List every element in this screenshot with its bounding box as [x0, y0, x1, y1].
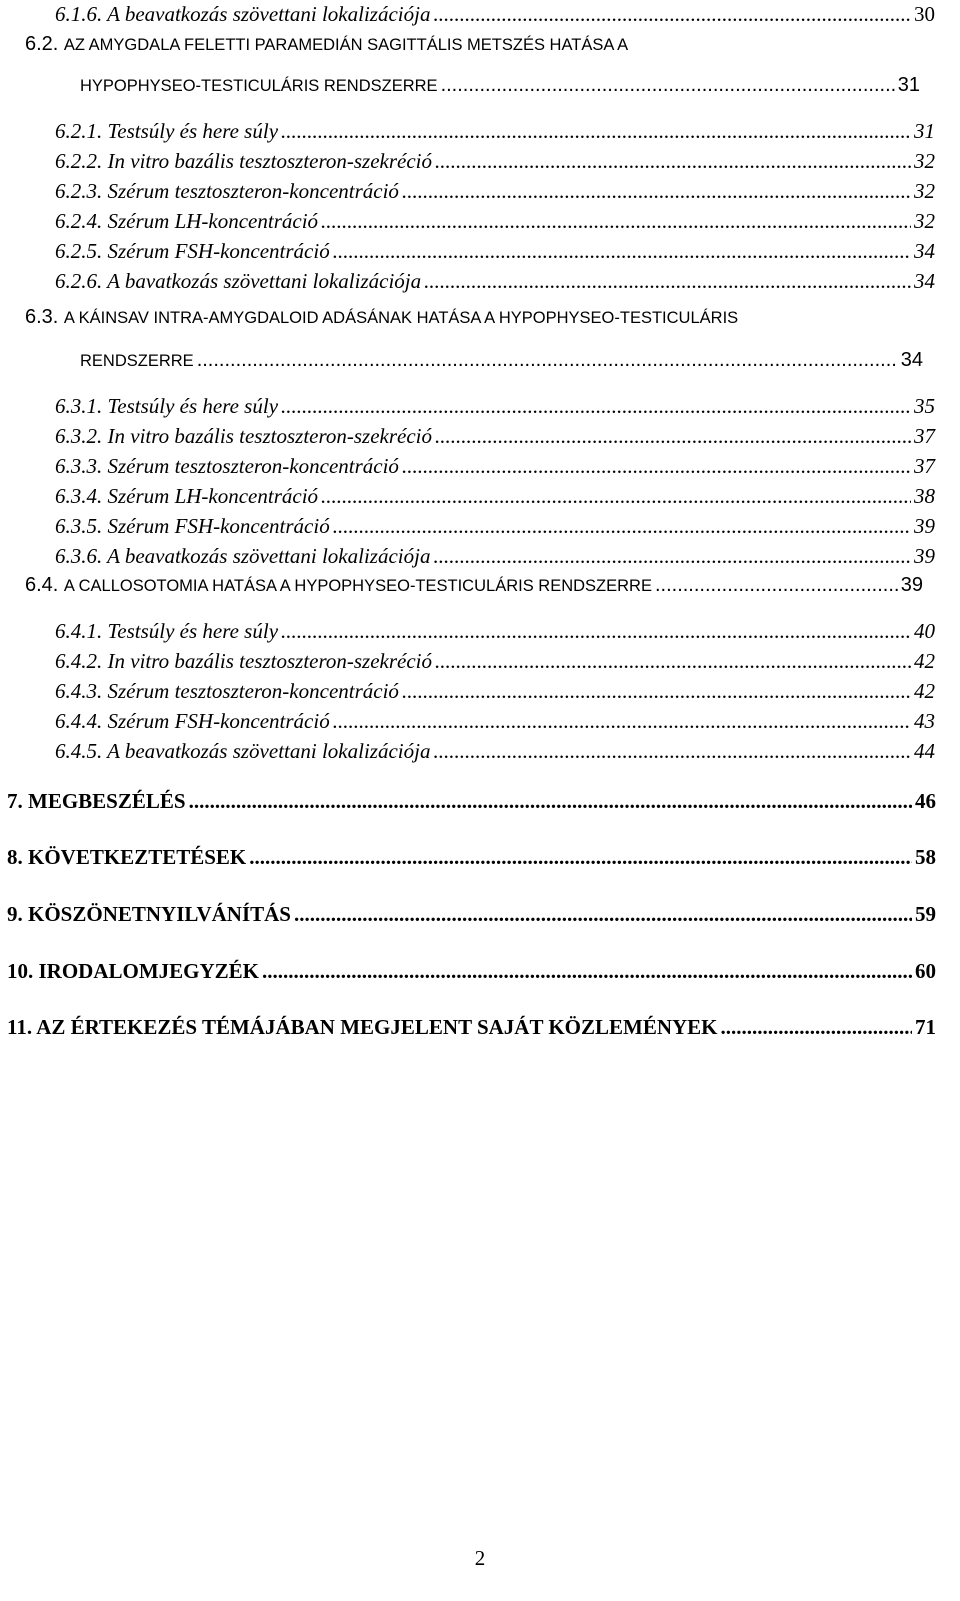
toc-entry-number: 6.3.4.	[55, 484, 103, 508]
toc-entry-number: 8.	[7, 845, 23, 869]
dot-leader	[424, 269, 911, 294]
toc-section-heading	[25, 306, 738, 329]
toc-entry-title: RENDSZERRE	[80, 352, 194, 370]
toc-entry	[55, 739, 935, 764]
toc-entry	[55, 649, 935, 674]
dot-leader	[281, 119, 911, 144]
toc-entry-title: IRODALOMJEGYZÉK	[38, 959, 260, 983]
toc-entry	[55, 239, 935, 264]
dot-leader	[402, 679, 911, 704]
dot-leader	[321, 209, 911, 234]
dot-leader	[435, 649, 911, 674]
dot-leader	[281, 619, 911, 644]
dot-leader	[433, 739, 911, 764]
toc-entry-number: 6.2.6.	[55, 269, 103, 293]
toc-entry-page: 43	[914, 709, 935, 733]
toc-entry-title: Testsúly és here súly	[107, 119, 279, 143]
toc-entry	[55, 209, 935, 234]
toc-entry-page: 60	[915, 959, 936, 983]
toc-entry-number: 6.2.	[25, 33, 59, 55]
toc-entry-number: 11.	[7, 1015, 33, 1039]
dot-leader	[189, 789, 912, 814]
dot-leader	[333, 514, 911, 539]
toc-entry-page: 34	[914, 239, 935, 263]
toc-entry-number: 6.3.3.	[55, 454, 103, 478]
toc-entry	[55, 149, 935, 174]
toc-entry-title: Testsúly és here súly	[107, 394, 279, 418]
toc-entry-page: 37	[914, 454, 935, 478]
toc-entry-number: 6.4.3.	[55, 679, 103, 703]
toc-chapter	[7, 902, 936, 927]
toc-entry-number: 6.2.3.	[55, 179, 103, 203]
dot-leader	[197, 349, 898, 372]
toc-entry-page: 32	[914, 209, 935, 233]
toc-entry-page: 34	[914, 269, 935, 293]
toc-entry-page: 39	[900, 574, 923, 596]
toc-entry-title: AZ AMYGDALA FELETTI PARAMEDIÁN SAGITTÁLIS METSZÉS HATÁSA A	[63, 36, 629, 54]
toc-entry-number: 6.4.5.	[55, 739, 103, 763]
toc-entry-number: 10.	[7, 959, 34, 983]
toc-entry-title: Szérum LH-koncentráció	[107, 484, 319, 508]
dot-leader	[435, 424, 911, 449]
dot-leader	[262, 959, 912, 984]
dot-leader	[333, 709, 911, 734]
toc-entry-number: 7.	[7, 789, 23, 813]
toc-chapter	[7, 959, 936, 984]
toc-entry-title: A KÁINSAV INTRA-AMYGDALOID ADÁSÁNAK HATÁSA A HYPOPHYSEO-TESTICULÁRIS	[63, 309, 739, 327]
toc-entry-number: 6.3.	[25, 306, 59, 328]
dot-leader	[433, 2, 911, 27]
toc-entry-number: 6.4.1.	[55, 619, 103, 643]
toc-entry-page: 32	[914, 149, 935, 173]
dot-leader	[721, 1015, 912, 1040]
dot-leader	[294, 902, 912, 927]
toc-chapter	[7, 789, 936, 814]
toc-entry-page: 58	[915, 845, 936, 869]
toc-entry-page: 59	[915, 902, 936, 926]
toc-entry-number: 6.3.1.	[55, 394, 103, 418]
toc-entry	[55, 514, 935, 539]
toc-entry	[55, 679, 935, 704]
toc-entry-page: 39	[914, 514, 935, 538]
toc-entry-title: KÖVETKEZTETÉSEK	[28, 845, 247, 869]
toc-entry-title: Szérum FSH-koncentráció	[107, 514, 330, 538]
toc-entry-number: 6.1.6.	[55, 2, 103, 26]
toc-entry-page: 38	[914, 484, 935, 508]
toc-entry-number: 6.2.2.	[55, 149, 103, 173]
toc-entry-title: A bavatkozás szövettani lokalizációja	[107, 269, 422, 293]
toc-entry-page: 71	[915, 1015, 936, 1039]
dot-leader	[321, 484, 911, 509]
toc-entry-title: A beavatkozás szövettani lokalizációja	[107, 2, 431, 26]
toc-section-heading	[25, 33, 628, 56]
dot-leader	[441, 74, 895, 97]
dot-leader	[281, 394, 911, 419]
toc-chapter	[7, 845, 936, 870]
toc-entry-title: Szérum FSH-koncentráció	[107, 709, 330, 733]
toc-entry-page: 42	[914, 679, 935, 703]
toc-entry-page: 34	[900, 349, 923, 371]
toc-entry	[55, 484, 935, 509]
toc-entry-page: 30	[914, 2, 935, 26]
toc-entry	[55, 394, 935, 419]
toc-entry	[55, 2, 935, 27]
toc-entry-title: Szérum tesztoszteron-koncentráció	[107, 679, 399, 703]
toc-entry-title: In vitro bazális tesztoszteron-szekréció	[107, 149, 432, 173]
toc-entry-number: 6.4.	[25, 574, 59, 596]
dot-leader	[333, 239, 911, 264]
dot-leader	[402, 179, 911, 204]
toc-entry-title: MEGBESZÉLÉS	[28, 789, 186, 813]
dot-leader	[435, 149, 911, 174]
toc-entry-page: 35	[914, 394, 935, 418]
toc-entry-number: 6.3.5.	[55, 514, 103, 538]
toc-entry-title: AZ ÉRTEKEZÉS TÉMÁJÁBAN MEGJELENT SAJÁT KÖZLEMÉNYEK	[36, 1015, 718, 1039]
toc-entry-title: Szérum FSH-koncentráció	[107, 239, 330, 263]
toc-entry-number: 9.	[7, 902, 23, 926]
toc-entry-page: 39	[914, 544, 935, 568]
toc-entry-title: KÖSZÖNETNYILVÁNÍTÁS	[28, 902, 291, 926]
toc-entry-number: 6.3.6.	[55, 544, 103, 568]
dot-leader	[655, 574, 898, 597]
toc-entry-title: Testsúly és here súly	[107, 619, 279, 643]
toc-entry-title: A beavatkozás szövettani lokalizációja	[107, 739, 431, 763]
toc-entry-page: 31	[897, 74, 920, 96]
dot-leader	[249, 845, 912, 870]
toc-entry-page: 46	[915, 789, 936, 813]
toc-section-heading-cont	[80, 74, 920, 97]
page-number: 2	[474, 1546, 486, 1570]
toc-entry	[55, 179, 935, 204]
toc-entry	[55, 119, 935, 144]
toc-entry-number: 6.4.4.	[55, 709, 103, 733]
toc-chapter	[7, 1015, 936, 1040]
toc-entry-title: In vitro bazális tesztoszteron-szekréció	[107, 649, 432, 673]
toc-entry-number: 6.4.2.	[55, 649, 103, 673]
toc-entry-number: 6.3.2.	[55, 424, 103, 448]
toc-entry-page: 31	[914, 119, 935, 143]
toc-entry-number: 6.2.4.	[55, 209, 103, 233]
toc-entry-page: 44	[914, 739, 935, 763]
toc-section-heading-cont	[80, 349, 923, 372]
toc-entry-page: 40	[914, 619, 935, 643]
toc-entry-title: In vitro bazális tesztoszteron-szekréció	[107, 424, 432, 448]
toc-entry-title: Szérum tesztoszteron-koncentráció	[107, 179, 399, 203]
toc-section-heading	[25, 574, 923, 597]
toc-entry-number: 6.2.1.	[55, 119, 103, 143]
toc-entry-title: A CALLOSOTOMIA HATÁSA A HYPOPHYSEO-TESTICULÁRIS RENDSZERRE	[63, 577, 652, 595]
toc-entry	[55, 269, 935, 294]
toc-entry-title: Szérum LH-koncentráció	[107, 209, 319, 233]
toc-entry-number: 6.2.5.	[55, 239, 103, 263]
toc-entry-page: 42	[914, 649, 935, 673]
toc-entry-page: 32	[914, 179, 935, 203]
toc-entry-title: Szérum tesztoszteron-koncentráció	[107, 454, 399, 478]
toc-entry	[55, 454, 935, 479]
toc-entry-title: HYPOPHYSEO-TESTICULÁRIS RENDSZERRE	[80, 77, 438, 95]
toc-entry	[55, 709, 935, 734]
toc-entry	[55, 424, 935, 449]
toc-entry-title: A beavatkozás szövettani lokalizációja	[107, 544, 431, 568]
dot-leader	[433, 544, 911, 569]
toc-entry	[55, 544, 935, 569]
dot-leader	[402, 454, 911, 479]
toc-entry-page: 37	[914, 424, 935, 448]
toc-entry	[55, 619, 935, 644]
